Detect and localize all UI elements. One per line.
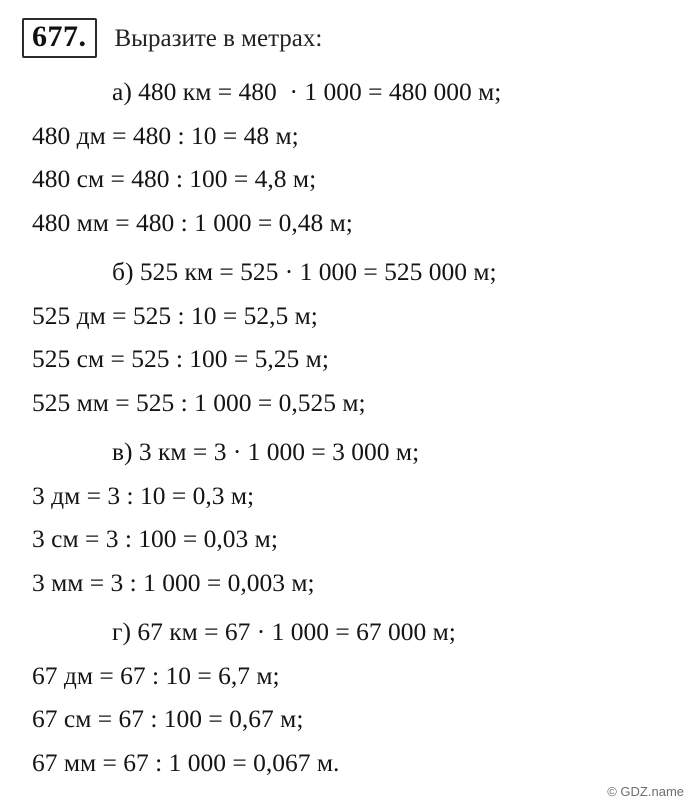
task-prompt: Выразите в метрах: <box>114 25 323 52</box>
solution-line: 480 дм = 480 : 10 = 48 м; <box>32 120 299 150</box>
solution-line: 67 дм = 67 : 10 = 6,7 м; <box>32 660 280 690</box>
solution-line: 3 дм = 3 : 10 = 0,3 м; <box>32 480 255 510</box>
solution-line: 3 мм = 3 : 1 000 = 0,003 м; <box>32 567 315 597</box>
solution-group-a <box>32 70 678 244</box>
solution-line: в) 3 км = 3 · 1 000 = 3 000 м; <box>112 437 420 466</box>
solution-line: 525 мм = 525 : 1 000 = 0,525 м; <box>32 387 366 417</box>
solution-line: 480 см = 480 : 100 = 4,8 м; <box>32 164 317 193</box>
task-number-badge: 677. <box>22 18 97 58</box>
solution-line: г) 67 км = 67 · 1 000 = 67 000 м; <box>112 617 456 646</box>
solution-line: 480 мм = 480 : 1 000 = 0,48 м; <box>32 207 353 237</box>
solution-line: 525 см = 525 : 100 = 5,25 м; <box>32 344 329 373</box>
solution-line: б) 525 км = 525 · 1 000 = 525 000 м; <box>112 257 497 286</box>
solution-group-b <box>32 250 678 424</box>
solution-body <box>22 70 678 784</box>
task-header <box>22 18 678 58</box>
solution-group-v <box>32 430 678 604</box>
copyright-watermark: © GDZ.name <box>607 784 684 799</box>
solution-group-g <box>32 610 678 784</box>
solution-line: 67 см = 67 : 100 = 0,67 м; <box>32 704 304 733</box>
solution-line: 525 дм = 525 : 10 = 52,5 м; <box>32 300 318 330</box>
solution-line: 67 мм = 67 : 1 000 = 0,067 м. <box>32 747 340 777</box>
solution-line: а) 480 км = 480 · 1 000 = 480 000 м; <box>112 77 502 106</box>
solution-line: 3 см = 3 : 100 = 0,03 м; <box>32 524 278 553</box>
